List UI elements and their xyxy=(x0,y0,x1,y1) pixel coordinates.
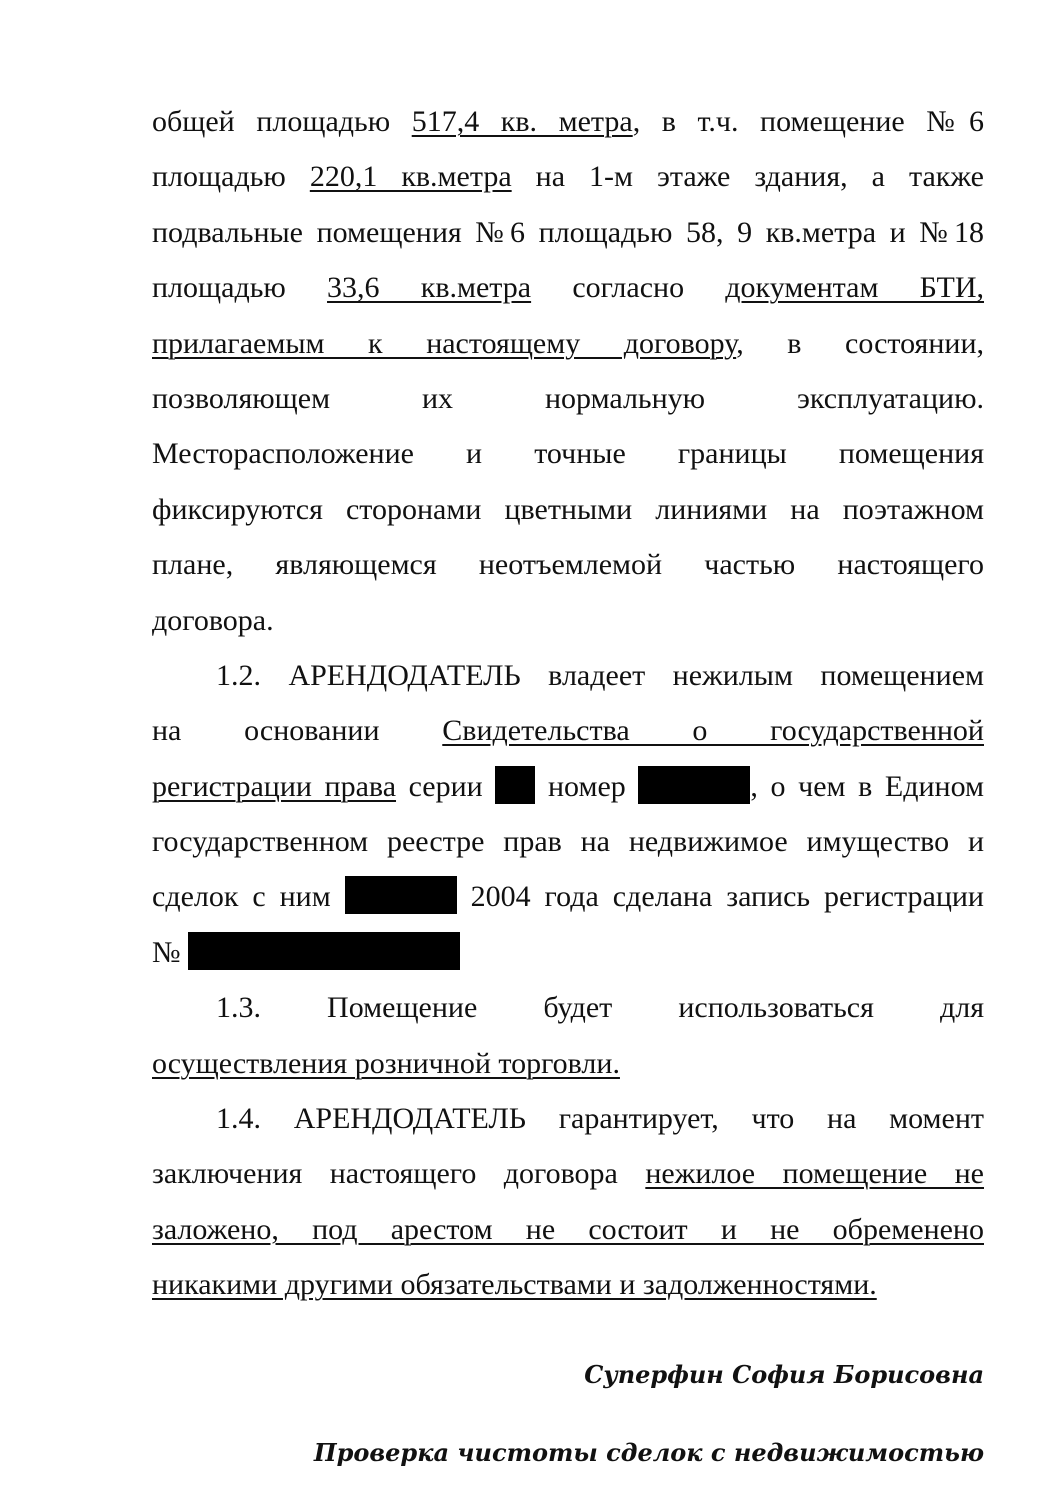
text: площадью xyxy=(152,271,328,305)
underlined-text: 220,1 кв.метра xyxy=(309,160,512,194)
document-body xyxy=(152,94,984,1313)
text-line: 1.2. АРЕНДОДАТЕЛЬ владеет нежилым помещением xyxy=(216,658,984,692)
text-line: фиксируются сторонами цветными линиями на поэтажном xyxy=(152,492,984,526)
paragraph-1-3 xyxy=(152,980,984,1091)
text-line: 1.3. Помещение будет использоваться для xyxy=(216,991,984,1025)
text: согласно xyxy=(531,271,726,305)
underlined-text: нежилое помещение не xyxy=(645,1157,984,1191)
underlined-text: документам БТИ, xyxy=(725,271,984,305)
redaction-block xyxy=(188,932,460,970)
text-line xyxy=(152,316,984,371)
text: сделок с ним xyxy=(152,880,345,914)
text-line xyxy=(152,1146,984,1201)
underlined-text: никакими другими обязательствами и задолженностями. xyxy=(152,1268,877,1302)
signature-title: Проверка чистоты сделок с недвижимостью xyxy=(313,1438,984,1467)
text-line: Месторасположение и точные границы помещения xyxy=(152,437,984,471)
text: номер xyxy=(535,769,639,803)
text-line xyxy=(152,869,984,924)
underlined-text: 33,6 кв.метра xyxy=(327,271,532,305)
text: заключения настоящего договора xyxy=(152,1157,646,1191)
paragraph-1-2 xyxy=(152,648,984,980)
text-line: позволяющем их нормальную эксплуатацию. xyxy=(152,381,984,415)
underlined-text: заложено, под арестом не состоит и не обременено xyxy=(152,1212,984,1246)
redaction-block xyxy=(495,766,535,804)
text: , в т.ч. помещение №6 xyxy=(632,105,984,138)
text-line xyxy=(152,703,984,758)
text-line: государственном реестре прав на недвижимое имущество и xyxy=(152,825,984,859)
text-line xyxy=(152,1257,984,1312)
text: , в состоянии, xyxy=(736,326,984,360)
paragraph-1-4 xyxy=(152,1091,984,1313)
text-line xyxy=(152,1202,984,1257)
redaction-block xyxy=(345,876,457,914)
underlined-text: прилагаемым к настоящему договору xyxy=(152,326,737,360)
text-line xyxy=(152,94,984,149)
text-line: договора. xyxy=(152,603,274,637)
text: 2004 года сделана запись регистрации xyxy=(456,880,984,914)
underlined-text: регистрации права xyxy=(152,769,397,803)
text-line xyxy=(152,1036,984,1091)
text-line: плане, являющемся неотъемлемой частью настоящего xyxy=(152,548,984,582)
text: серии xyxy=(396,769,496,803)
text-line: 1.4. АРЕНДОДАТЕЛЬ гарантирует, что на момент xyxy=(216,1102,984,1136)
underlined-text: осуществления розничной торговли. xyxy=(152,1046,620,1080)
redaction-block xyxy=(638,766,750,804)
signature-name: Суперфин София Борисовна xyxy=(584,1360,984,1389)
text-line xyxy=(152,925,984,980)
text: на 1-м этаже здания, а также xyxy=(511,160,984,194)
text-line xyxy=(152,149,984,204)
text-line xyxy=(152,759,984,814)
text: площадью xyxy=(152,160,310,194)
underlined-text: 517,4 кв. метра xyxy=(411,105,633,138)
text: на основании xyxy=(152,714,443,748)
number-sign: № xyxy=(152,935,181,969)
paragraph-1 xyxy=(152,94,984,648)
underlined-text: Свидетельства о государственной xyxy=(442,714,984,748)
text: , о чем в Едином xyxy=(750,769,984,803)
text-line xyxy=(152,260,984,315)
text-line: подвальные помещения №6 площадью 58, 9 кв.метра и №18 xyxy=(152,215,984,249)
text: общей площадью xyxy=(152,105,412,138)
